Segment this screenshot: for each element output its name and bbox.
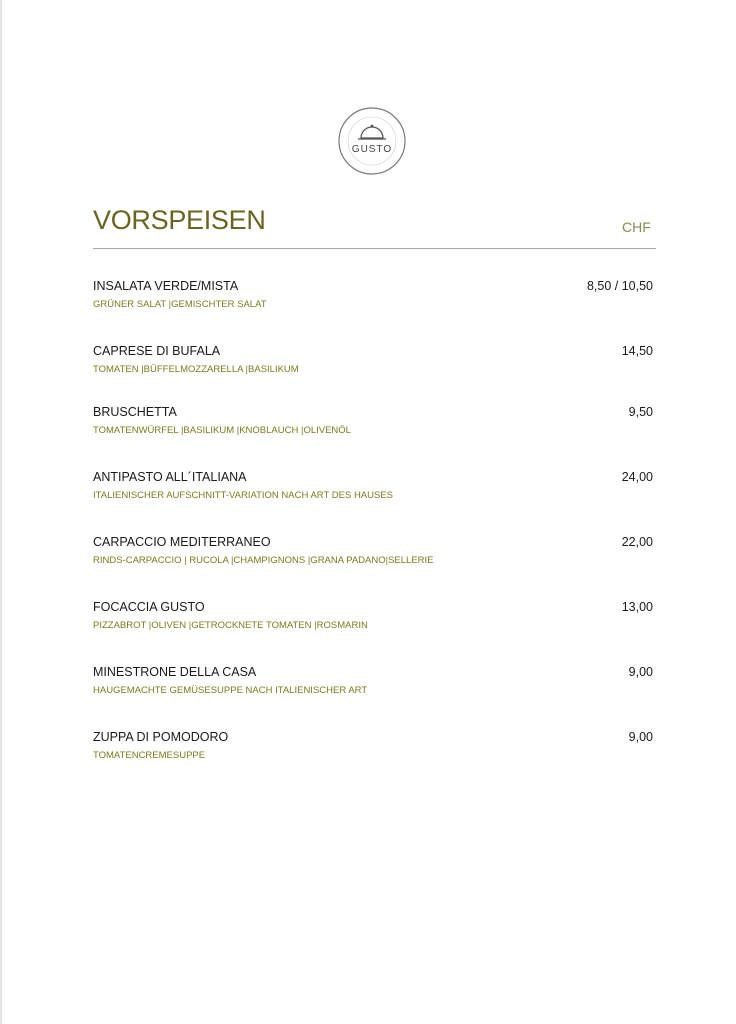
item-name: BRUSCHETTA <box>93 405 177 419</box>
item-description: TOMATEN |BÜFFELMOZZARELLA |BASILIKUM <box>93 364 299 375</box>
menu-item <box>93 405 653 436</box>
item-price: 8,50 / 10,50 <box>586 279 653 293</box>
item-name: ANTIPASTO ALL´ITALIANA <box>93 470 247 484</box>
menu-item <box>93 535 653 566</box>
item-price: 13,00 <box>621 600 653 614</box>
item-description: RINDS-CARPACCIO | RUCOLA |CHAMPIGNONS |GRANA PADANO|SELLERIE <box>93 555 434 566</box>
section-title: VORSPEISEN <box>93 205 266 235</box>
item-description: PIZZABROT |OLIVEN |GETROCKNETE TOMATEN |ROSMARIN <box>93 620 368 631</box>
item-name: MINESTRONE DELLA CASA <box>93 665 257 679</box>
item-description: TOMATENWÜRFEL |BASILIKUM |KNOBLAUCH |OLIVENÖL <box>93 425 351 436</box>
menu-item <box>93 730 653 761</box>
item-name: INSALATA VERDE/MISTA <box>93 279 239 293</box>
item-description: TOMATENCREMESUPPE <box>93 750 206 761</box>
item-description: ITALIENISCHER AUFSCHNITT-VARIATION NACH ART DES HAUSES <box>93 490 394 501</box>
menu-item <box>93 665 653 696</box>
item-name: ZUPPA DI POMODORO <box>93 730 229 744</box>
divider <box>93 248 656 249</box>
item-price: 24,00 <box>621 470 653 484</box>
menu-item <box>93 344 653 375</box>
item-name: CARPACCIO MEDITERRANEO <box>93 535 271 549</box>
currency-label: CHF <box>622 219 651 235</box>
item-description: HAUGEMACHTE GEMÜSESUPPE NACH ITALIENISCHER ART <box>93 685 368 696</box>
item-price: 22,00 <box>621 535 653 549</box>
item-price: 9,00 <box>628 665 653 679</box>
svg-text:GUSTO: GUSTO <box>351 144 393 155</box>
item-name: CAPRESE DI BUFALA <box>93 344 221 358</box>
item-price: 9,00 <box>628 730 653 744</box>
item-price: 14,50 <box>621 344 653 358</box>
gusto-logo <box>337 106 407 176</box>
menu-item <box>93 470 653 501</box>
menu-item <box>93 279 653 310</box>
item-name: FOCACCIA GUSTO <box>93 600 205 614</box>
menu-item <box>93 600 653 631</box>
item-price: 9,50 <box>628 405 653 419</box>
item-description: GRÜNER SALAT |GEMISCHTER SALAT <box>93 299 267 310</box>
